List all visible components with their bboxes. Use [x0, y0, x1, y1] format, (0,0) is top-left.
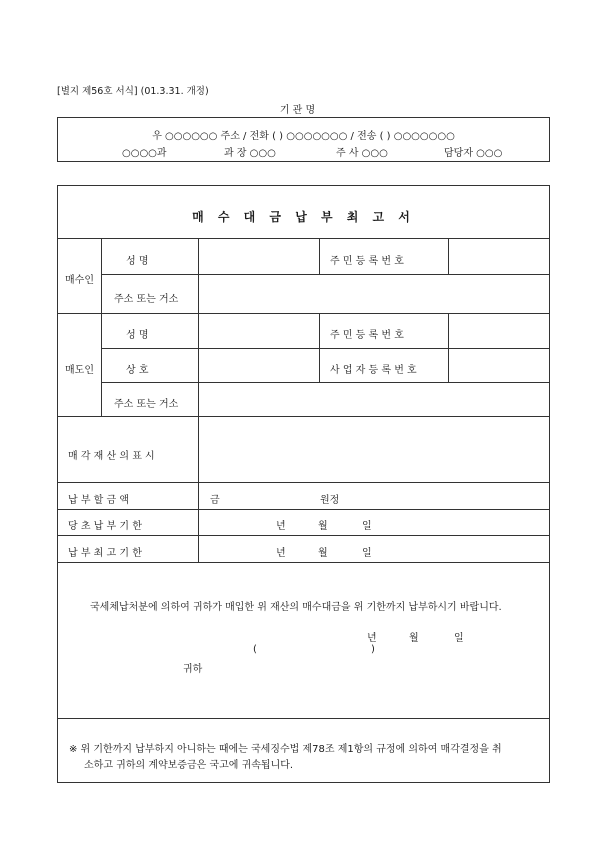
divider	[58, 416, 549, 417]
buyer-group-label: 매수인	[65, 275, 94, 286]
final-due-year: 년	[276, 548, 286, 559]
divider	[448, 238, 449, 274]
divider	[101, 274, 549, 275]
buyer-address-label: 주소 또는 거소	[114, 294, 179, 305]
divider	[58, 238, 549, 239]
divider	[101, 382, 549, 383]
seller-address-label: 주소 또는 거소	[114, 399, 179, 410]
paren-close: )	[371, 644, 375, 655]
divider	[198, 238, 199, 562]
divider	[101, 238, 102, 416]
divider	[448, 313, 449, 382]
divider	[319, 313, 320, 382]
agency-address-line: 우 ○○○○○○ 주소 / 전화 ( ) ○○○○○○○ / 전송 ( ) ○○○○○○○	[152, 131, 455, 142]
divider	[58, 509, 549, 510]
seller-id-label: 주 민 등 록 번 호	[330, 330, 404, 341]
buyer-name-label: 성 명	[126, 256, 149, 267]
buyer-id-label: 주 민 등 록 번 호	[330, 256, 404, 267]
initial-due-day: 일	[362, 521, 372, 532]
recipient-label: 귀하	[183, 664, 203, 675]
notice-text: 국세체납처분에 의하여 귀하가 매입한 위 재산의 매수대금을 위 기한까지 납부하시기 바랍니다.	[90, 602, 502, 613]
payment-demand-form	[57, 185, 550, 783]
divider	[58, 562, 549, 563]
form-title: 매 수 대 금 납 부 최 고 서	[192, 210, 415, 224]
form-number-label: [별지 제56호 서식] (01.3.31. 개정)	[57, 86, 209, 97]
payment-amount-label: 납 부 할 금 액	[68, 495, 130, 506]
footnote-line-2: 소하고 귀하의 계약보증금은 국고에 귀속됩니다.	[84, 760, 294, 771]
sign-day: 일	[454, 633, 464, 644]
initial-due-date-label: 당 초 납 부 기 한	[68, 521, 142, 532]
divider	[58, 718, 549, 719]
divider	[319, 238, 320, 274]
divider	[58, 313, 549, 314]
final-due-day: 일	[362, 548, 372, 559]
agency-info-box	[57, 117, 550, 162]
department-name: ○○○○과	[122, 148, 167, 159]
divider	[101, 348, 549, 349]
paren-open: (	[253, 644, 257, 655]
sign-year: 년	[367, 633, 377, 644]
officer-name: 주 사 ○○○	[336, 148, 388, 159]
property-description-label: 매 각 재 산 의 표 시	[68, 451, 155, 462]
contact-person: 담당자 ○○○	[444, 148, 503, 159]
initial-due-year: 년	[276, 521, 286, 532]
seller-name-label: 성 명	[126, 330, 149, 341]
initial-due-month: 월	[318, 521, 328, 532]
sign-month: 월	[409, 633, 419, 644]
agency-name-title: 기 관 명	[279, 105, 316, 116]
footnote-line-1: ※ 위 기한까지 납부하지 아니하는 때에는 국세징수법 제78조 제1항의 규정에 의하여 매각결정을 취	[69, 744, 502, 755]
final-due-month: 월	[318, 548, 328, 559]
divider	[58, 482, 549, 483]
department-chief: 과 장 ○○○	[224, 148, 276, 159]
seller-business-label: 상 호	[126, 365, 149, 376]
final-due-date-label: 납 부 최 고 기 한	[68, 548, 142, 559]
seller-business-number-label: 사 업 자 등 록 번 호	[330, 365, 417, 376]
amount-prefix: 금	[210, 495, 220, 506]
divider	[58, 535, 549, 536]
seller-group-label: 매도인	[65, 365, 94, 376]
amount-suffix: 원정	[320, 495, 340, 506]
